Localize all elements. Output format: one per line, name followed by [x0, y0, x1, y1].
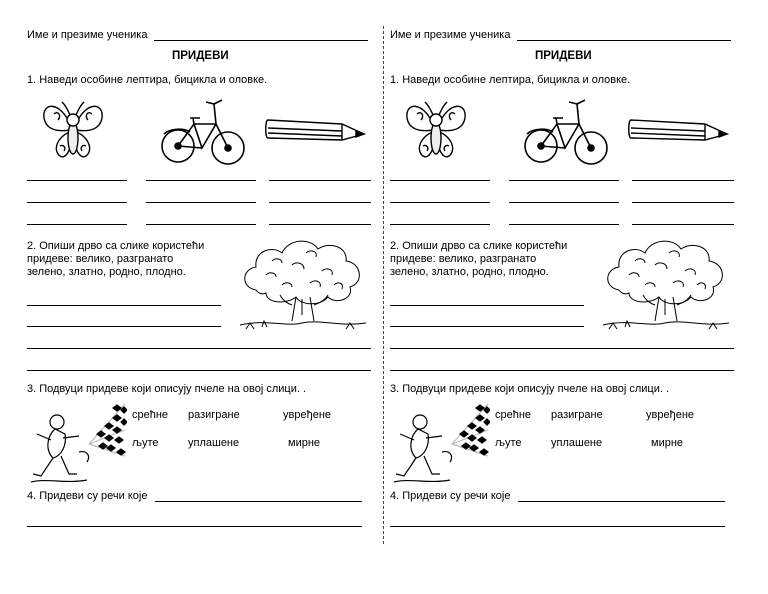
adjective-calm[interactable]: мирне	[288, 437, 321, 449]
answer-line	[390, 180, 490, 181]
worksheet-right	[381, 0, 751, 594]
task-3-text: 3. Подвуци придеве који описују пчеле на овој слици. .	[27, 383, 307, 395]
worksheet-title: ПРИДЕВИ	[172, 50, 229, 62]
answer-line	[390, 526, 725, 527]
answer-line	[390, 370, 734, 371]
answer-line	[390, 224, 490, 225]
bee-swarm-icon	[27, 400, 127, 486]
bicycle-icon	[160, 94, 246, 168]
pencil-icon	[627, 116, 729, 144]
answer-line	[27, 348, 371, 349]
answer-line	[27, 180, 127, 181]
answer-line	[632, 224, 734, 225]
task-2-text: зелено, златно, родно, плодно.	[27, 266, 186, 278]
adjective-playful[interactable]: разигране	[188, 409, 240, 421]
answer-line	[509, 202, 619, 203]
answer-line	[632, 180, 734, 181]
name-label: Име и презиме ученика	[390, 29, 511, 41]
adjective-calm[interactable]: мирне	[651, 437, 684, 449]
tree-icon	[599, 235, 733, 333]
answer-line	[27, 370, 371, 371]
task-2-text: придеве: велико, разгранато	[27, 253, 174, 265]
task-2-text: 2. Опиши дрво са слике користећи	[390, 240, 568, 252]
task-4-text: 4. Придеви су речи које	[27, 490, 148, 502]
answer-line	[27, 224, 127, 225]
task-4-text: 4. Придеви су речи које	[390, 490, 511, 502]
task-2-text: придеве: велико, разгранато	[390, 253, 537, 265]
answer-line	[27, 305, 221, 306]
answer-line	[390, 348, 734, 349]
answer-line	[27, 202, 127, 203]
adjective-scared[interactable]: уплашене	[551, 437, 603, 449]
answer-line	[390, 326, 584, 327]
name-line	[154, 40, 368, 41]
adjective-happy[interactable]: срећне	[132, 409, 169, 421]
bicycle-icon	[523, 94, 609, 168]
adjective-offended[interactable]: увређене	[646, 409, 695, 421]
worksheet-title: ПРИДЕВИ	[535, 50, 592, 62]
name-line	[517, 40, 731, 41]
answer-line	[509, 180, 619, 181]
task-3-text: 3. Подвуци придеве који описују пчеле на овој слици. .	[390, 383, 670, 395]
adjective-offended[interactable]: увређене	[283, 409, 332, 421]
name-label: Име и презиме ученика	[27, 29, 148, 41]
worksheet-left	[18, 0, 388, 594]
answer-line	[155, 501, 362, 502]
task-2-text: зелено, златно, родно, плодно.	[390, 266, 549, 278]
answer-line	[390, 305, 584, 306]
adjective-playful[interactable]: разигране	[551, 409, 603, 421]
answer-line	[146, 224, 256, 225]
answer-line	[390, 202, 490, 203]
answer-line	[518, 501, 725, 502]
answer-line	[146, 180, 256, 181]
adjective-happy[interactable]: срећне	[495, 409, 532, 421]
task-1-text: 1. Наведи особине лептира, бицикла и оловке.	[390, 74, 631, 86]
answer-line	[27, 526, 362, 527]
answer-line	[269, 202, 371, 203]
answer-line	[509, 224, 619, 225]
answer-line	[632, 202, 734, 203]
bee-swarm-icon	[390, 400, 490, 486]
butterfly-icon	[40, 96, 106, 166]
answer-line	[269, 180, 371, 181]
task-1-text: 1. Наведи особине лептира, бицикла и оловке.	[27, 74, 268, 86]
answer-line	[269, 224, 371, 225]
answer-line	[146, 202, 256, 203]
pencil-icon	[264, 116, 366, 144]
adjective-angry[interactable]: љуте	[495, 437, 522, 449]
adjective-scared[interactable]: уплашене	[188, 437, 240, 449]
butterfly-icon	[403, 96, 469, 166]
adjective-angry[interactable]: љуте	[132, 437, 159, 449]
task-2-text: 2. Опиши дрво са слике користећи	[27, 240, 205, 252]
tree-icon	[236, 235, 370, 333]
answer-line	[27, 326, 221, 327]
